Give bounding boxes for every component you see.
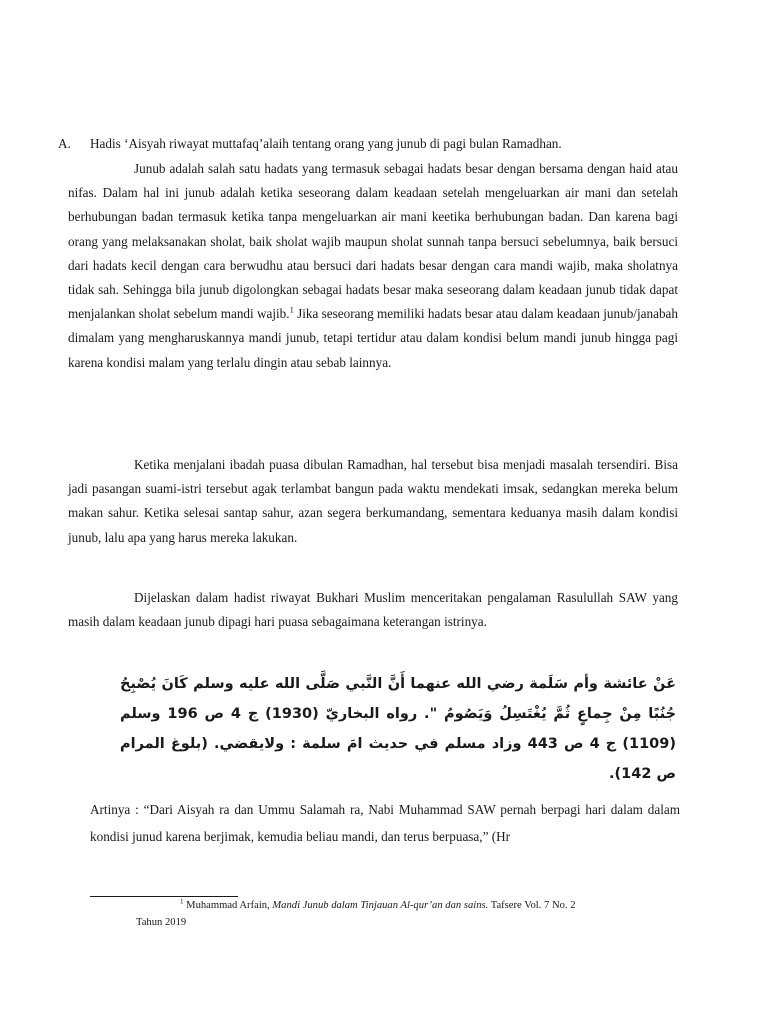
arabic-hadith-text: عَنْ عائشة وأم سَلَمة رضي الله عنهما أَنَّ النَّبي صَلَّى الله عليه وسلم كَانَ يُصْبِحُ جُنُبًا مِنْ جِماعٍ ثُمَّ يُغْتَسِلُ وَيَصُومُ ". رواه البخاريّ (1930) ج 4 ص 196 وسلم (1109) ج 4 ص 443 وزاد مسلم في حديث امَ سلمة : ولايقضي. (بلوغ المرام ص 142). (120, 676, 676, 782)
paragraph-junub-text-a: Junub adalah salah satu hadats yang termasuk sebagai hadats besar dengan bersama dengan haid atau nifas. Dalam hal ini junub adalah ketika seseorang dalam keadaan setelah mengeluarkan air mani dan setelah berhubungan badan termasuk ketika tanpa mengeluarkan air mani keetika berhubungan badan. Dan karena bagi orang yang melaksanakan sholat, baik sholat wajib maupun sholat sunnah tanpa bersuci sebelumnya, baik bersuci dari hadats kecil dengan cara berwudhu atau bersuci dari hadats besar dengan cara mandi wajib, maka sholatnya tidak sah. Sehingga bila junub digolongkan sebagai hadats besar maka seseorang dalam keadaan junub tidak dapat menjalankan sholat sebelum mandi wajib. (68, 161, 678, 322)
footnote-reference[interactable]: 1 (289, 304, 294, 315)
section-heading (58, 136, 698, 152)
section-heading-text: Hadis ‘Aisyah riwayat muttafaq’alaih tentang orang yang junub di pagi bulan Ramadhan. (90, 136, 562, 151)
footnote-author: Muhammad Arfain, (183, 900, 273, 911)
paragraph-ramadhan-problem: Ketika menjalani ibadah puasa dibulan Ramadhan, hal tersebut bisa menjadi masalah tersendiri. Bisa jadi pasangan suami-istri tersebut agak terlambat bangun pada waktu mendekati imsak, sedangkan mereka belum makan sahur. Ketika selesai santap sahur, azan segera berkumandang, sementara keduanya masih dalam kondisi junub, lalu apa yang harus mereka lakukan. (68, 457, 678, 545)
paragraph-hadith-intro: Dijelaskan dalam hadist riwayat Bukhari Muslim menceritakan pengalaman Rasulullah SAW yang masih dalam keadaan junub dipagi hari puasa sebagaimana keterangan istrinya. (68, 590, 678, 630)
footnote-first-line (136, 897, 676, 914)
footnote (136, 897, 676, 931)
footnote-journal: Tafsere Vol. 7 No. 2 (488, 900, 576, 911)
paragraph-junub-definition (68, 157, 678, 375)
footnote-year: Tahun 2019 (136, 917, 187, 928)
footnote-title: Mandi Junub dalam Tinjauan Al-qur’an dan sains. (272, 900, 489, 911)
section-marker: A. (58, 136, 71, 151)
hadith-translation: Artinya : “Dari Aisyah ra dan Ummu Salamah ra, Nabi Muhammad SAW pernah berpagi hari dalam dalam kondisi junud karena berjimak, kemudia beliau mandi, dan terus berpuasa,” (Hr (90, 802, 680, 844)
footnote-number: 1 (180, 897, 184, 906)
paragraph-junub-text-b: Jika seseorang memiliki hadats besar atau dalam keadaan junub/janabah dimalam yang mengharuskannya mandi junub, tetapi tertidur atau dalam kondisi belum mandi junub hingga pagi karena kondisi malam yang terlalu dingin atau sebab lainnya. (68, 306, 678, 370)
